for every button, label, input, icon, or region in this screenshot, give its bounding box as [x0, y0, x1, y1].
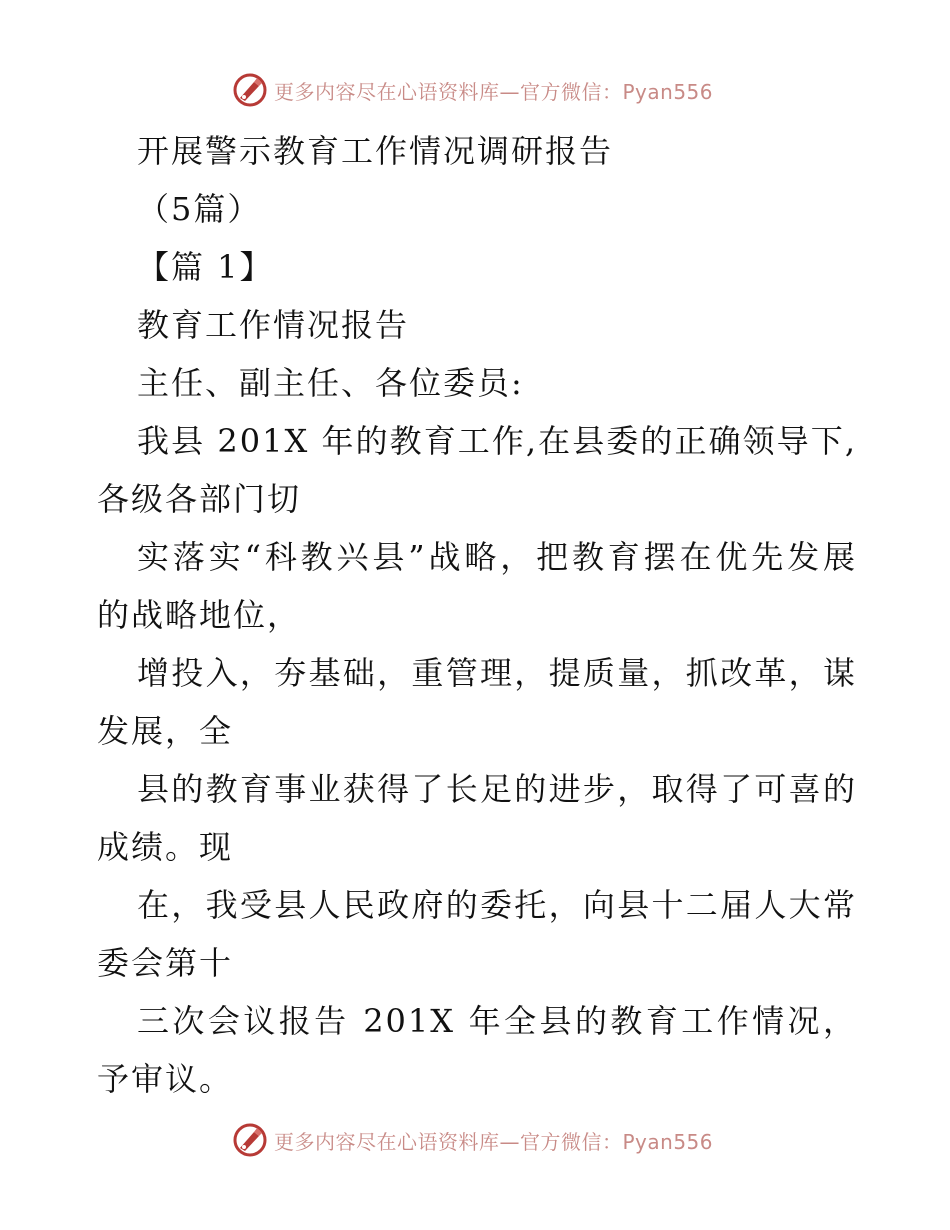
document-body: [97, 122, 857, 1108]
footer-banner-text: 更多内容尽在心语资料库—官方微信：Pyan556: [274, 1129, 714, 1154]
paragraph-line: 发展，全: [97, 712, 234, 750]
paragraph-line: 县的教育事业获得了长足的进步，取得了可喜的: [137, 770, 857, 808]
paragraph-line: 各级各部门切: [97, 480, 302, 518]
report-title: 教育工作情况报告: [137, 306, 410, 344]
document-title: 开展警示教育工作情况调研报告: [137, 132, 614, 170]
salutation: 主任、副主任、各位委员:: [137, 364, 524, 402]
pen-logo-icon: [232, 1122, 268, 1158]
paragraph-line: 增投入，夯基础，重管理，提质量，抓改革，谋: [137, 654, 857, 692]
pen-logo-icon: [232, 72, 268, 108]
paragraph-line: 三次会议报告 201X 年全县的教育工作情况，: [137, 1002, 857, 1040]
paragraph-line: 予审议。: [97, 1060, 234, 1098]
paragraph-line: 的战略地位，: [97, 596, 302, 634]
paragraph-line: 委会第十: [97, 944, 234, 982]
paragraph-line: 我县 201X 年的教育工作,在县委的正确领导下,: [137, 422, 857, 460]
paragraph-line: 成绩。现: [97, 828, 234, 866]
header-banner: [232, 70, 713, 110]
paragraph-line: 在，我受县人民政府的委托，向县十二届人大常: [137, 886, 857, 924]
document-subtitle: （5篇）: [137, 190, 262, 228]
section-heading: 【篇 1】: [137, 248, 274, 286]
paragraph-line: 实落实“科教兴县”战略，把教育摆在优先发展: [137, 538, 857, 576]
header-banner-text: 更多内容尽在心语资料库—官方微信：Pyan556: [274, 79, 714, 104]
footer-banner: [232, 1120, 713, 1160]
